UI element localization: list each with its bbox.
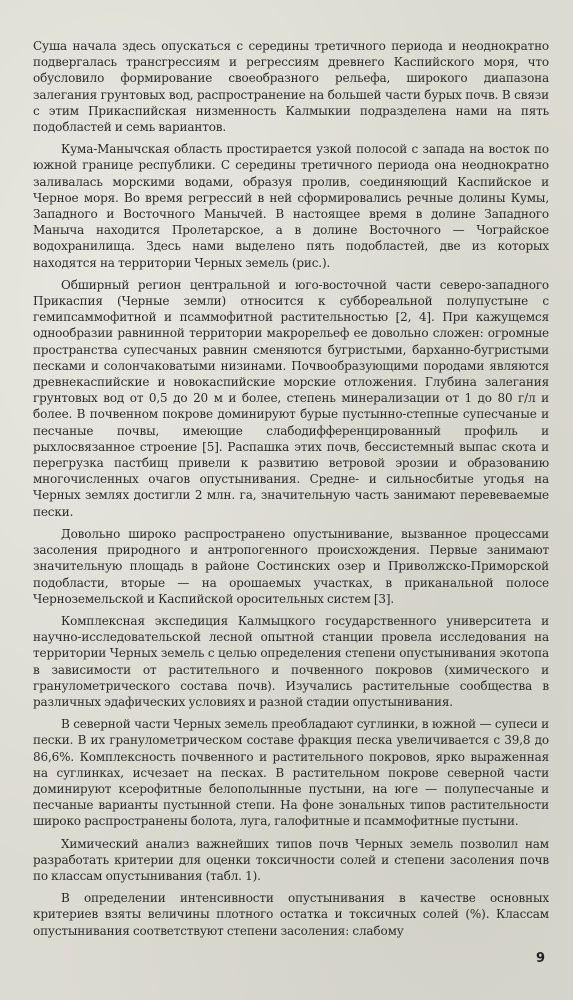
paragraph-5: Комплексная экспедиция Калмыцкого государственного университета и научно-исследовательской лесной опытной станции провела исследования на территории Черных земель с целью определения степени опустынивания экотопа в зависимости от растительного и почвенного покровов (химического и гранулометрического состава почв). Изучались растительные сообщества в различных эдафических условиях и разной стадии опустынивания. [33,613,549,709]
page-number: 9 [535,951,545,966]
paragraph-8: В определении интенсивности опустынивания в качестве основных критериев взяты величины плотного остатка и токсичных солей (%). Классам опустынивания соответствуют степени засоления: слабому [33,891,549,938]
paragraph-4: Довольно широко распространено опустынивание, вызванное процессами засоления природного и антропогенного происхождения. Первые занимают значительную площадь в районе Состинских озер и Приволжско-Приморской подобласти, вторые — на орошаемых участках, в приканальной полосе Черноземельской и Каспийской оросительных систем [3]. [33,526,549,606]
paragraph-2: Кума-Манычская область простирается узкой полосой с запада на восток по южной границе республики. С середины третичного периода она неоднократно заливалась морскими водами, образуя пролив, соединяющий Каспийское и Черное моря. Во время регрессий в ней сформировались речные долины Кумы, Западного и Восточного Манычей. В настоящее время в долине Западного Маныча находится Пролетарское, а в долине Восточного — Чограйское водохранилища. Здесь нами выделено пять подобластей, две из которых находятся на территории Черных земель (рис.). [33,142,549,270]
paragraph-6: В северной части Черных земель преобладают суглинки, в южной — супеси и пески. В их гранулометрическом составе фракция песка увеличивается с 39,8 до 86,6%. Комплексность почвенного и растительного покровов, ярко выраженная на суглинках, исчезает на песках. В растительном покрове северной части доминируют ксерофитные белополынные пустыни, на юге — полупесчаные и песчаные варианты пустынной степи. На фоне зональных типов растительности широко распространены болота, луга, галофитные и псаммофитные пустыни. [33,717,549,829]
paragraph-7: Химический анализ важнейших типов почв Черных земель позволил нам разработать критерии для оценки токсичности солей и степени засоления почв по классам опустынивания (табл. 1). [33,836,549,883]
paragraph-1: Суша начала здесь опускаться с середины третичного периода и неоднократно подвергалась трансгрессиям и регрессиям древнего Каспийского моря, что обусловило формирование своеобразного рельефа, широкого диапазона залегания грунтовых вод, распространение на большей части бурых почв. В связи с этим Прикаспийская низменность Калмыкии подразделена нами на пять подобластей и семь вариантов. [33,39,549,135]
paragraph-3: Обширный регион центральной и юго-восточной части северо-западного Прикаспия (Черные земли) относится к суббореальной полупустыне с гемипсаммофитной и псаммофитной растительностью [2, 4]. При кажущемся однообразии равнинной территории макрорельеф ее довольно сложен: огромные пространства супесчаных равнин сменяются бугристыми, барханно-бугристыми песками и солончаковатыми низинами. Почвообразующими породами являются древнекаспийские и новокаспийские морские отложения. Глубина залегания грунтовых вод от 0,5 до 20 м и более, степень минерализации от 1 до 80 г/л и более. В почвенном покрове доминируют бурые пустынно-степные супесчаные и песчаные почвы, имеющие слабодифференцированный профиль и рыхлосвязанное строение [5]. Распашка этих почв, бессистемный выпас скота и перегрузка пастбищ привели к развитию ветровой эрозии и образованию многочисленных очагов опустынивания. Средне- и сильносбитые угодья на Черных землях достигли 2 млн. га, значительную часть занимают перевеваемые пески. [33,277,549,519]
